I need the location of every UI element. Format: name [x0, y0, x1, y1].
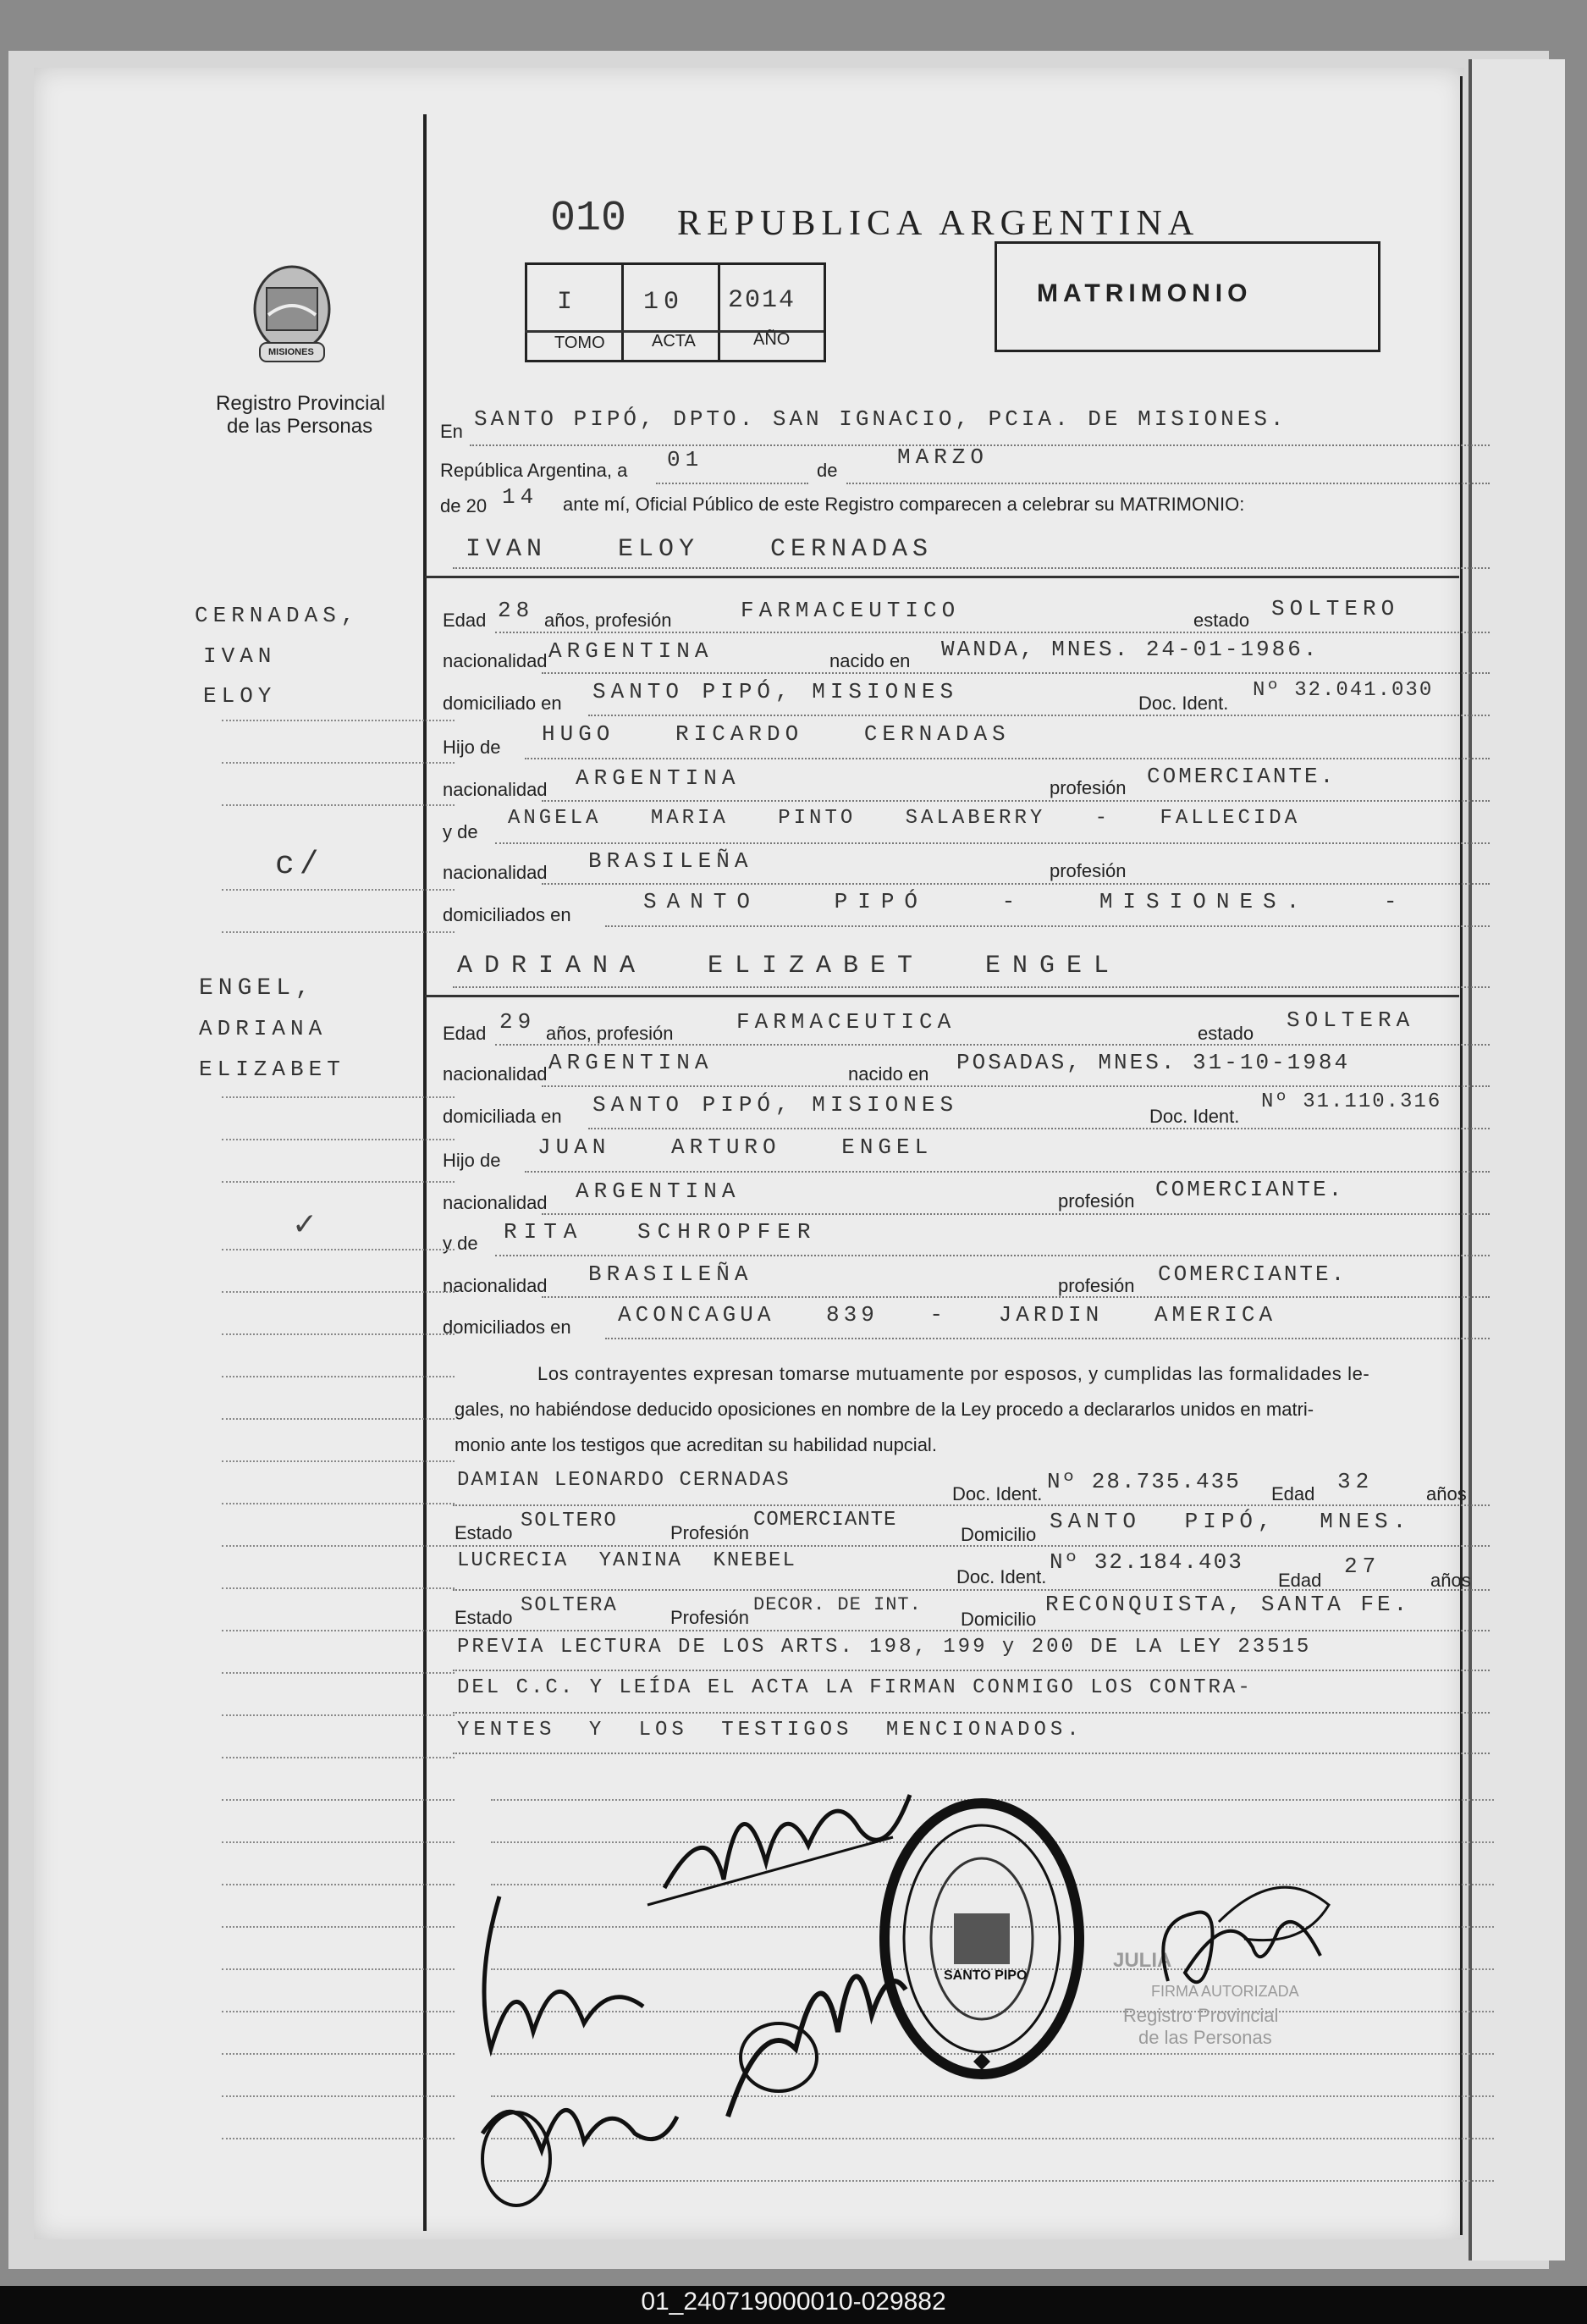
groom-doc-label: Doc. Ident.	[1138, 693, 1229, 714]
bride-hijo-label: Hijo de	[443, 1150, 501, 1171]
bride-margin-line1: ENGEL,	[199, 975, 315, 1002]
groom-nacionalidad-label: nacionalidad	[443, 650, 548, 671]
groom-status: SOLTERO	[1271, 596, 1400, 621]
note-line2: DEL C.C. Y LEÍDA EL ACTA LA FIRMAN CONMIGO LOS CONTRA-	[457, 1676, 1253, 1699]
anio-value: 2014	[728, 286, 796, 315]
ante-text: ante mí, Oficial Público de este Registro comparecen a celebrar su MATRIMONIO:	[563, 494, 1245, 515]
groom-father-nacionalidad-label: nacionalidad	[443, 779, 548, 800]
bride-nacionalidad-label: nacionalidad	[443, 1063, 548, 1085]
margin-con: c/	[275, 847, 324, 883]
witness2-age: 27	[1344, 1554, 1381, 1579]
registry-name-line1: Registro Provincial	[216, 392, 386, 415]
official-name: JULIA	[1113, 1949, 1172, 1972]
witness2-name: LUCRECIA YANINA KNEBEL	[457, 1549, 796, 1572]
witness1-profession: COMERCIANTE	[753, 1509, 897, 1532]
witness2-domicile: RECONQUISTA, SANTA FE.	[1045, 1592, 1411, 1617]
groom-birth: WANDA, MNES. 24-01-1986.	[941, 637, 1320, 662]
groom-father-profesion-label: profesión	[1050, 777, 1127, 798]
section-divider	[425, 576, 1459, 578]
bride-yde-label: y de	[443, 1233, 478, 1254]
bride-anos-profesion: años, profesión	[546, 1023, 674, 1044]
groom-full-name: IVAN ELOY CERNADAS	[466, 535, 934, 564]
witness2-doc-label: Doc. Ident.	[956, 1566, 1047, 1587]
groom-mother: ANGELA MARIA PINTO SALABERRY - FALLECIDA	[508, 807, 1301, 830]
witness2-domicilio-label: Domicilio	[961, 1609, 1037, 1630]
witness1-domicile: SANTO PIPÓ, MNES.	[1050, 1509, 1412, 1534]
registry-name-line2: de las Personas	[227, 415, 373, 438]
anio-label: AÑO	[753, 330, 791, 349]
groom-domiciliado-label: domiciliado en	[443, 693, 562, 714]
bride-status: SOLTERA	[1287, 1007, 1415, 1033]
groom-domicile: SANTO PIPÓ, MISIONES	[592, 679, 959, 704]
bride-doc-label: Doc. Ident.	[1149, 1106, 1240, 1127]
day: 01	[667, 447, 704, 472]
section-divider	[425, 995, 1459, 997]
bride-mother-nacionalidad-label: nacionalidad	[443, 1275, 548, 1296]
place: SANTO PIPÓ, DPTO. SAN IGNACIO, PCIA. DE MISIONES.	[474, 406, 1287, 432]
witness1-status: SOLTERO	[521, 1510, 618, 1532]
bride-father-profession: COMERCIANTE.	[1155, 1177, 1345, 1202]
bride-age: 29	[499, 1009, 537, 1035]
note-line1: PREVIA LECTURA DE LOS ARTS. 198, 199 y 200 DE LA LEY 23515	[457, 1636, 1312, 1659]
bride-nacido-label: nacido en	[848, 1063, 929, 1085]
bride-mother-profession: COMERCIANTE.	[1158, 1261, 1347, 1287]
bride-mother-nationality: BRASILEÑA	[588, 1261, 753, 1287]
witness2-edad-label: Edad	[1278, 1570, 1322, 1591]
official-seal	[876, 1795, 1088, 2083]
groom-doc: Nº 32.041.030	[1253, 679, 1434, 702]
witness1-anos: años	[1426, 1483, 1467, 1504]
official-org-line2: de las Personas	[1138, 2027, 1272, 2048]
bride-domiciliado-label: domiciliada en	[443, 1106, 562, 1127]
groom-father: HUGO RICARDO CERNADAS	[542, 721, 1011, 747]
official-role: FIRMA AUTORIZADA	[1151, 1983, 1299, 2000]
box-divider	[621, 262, 624, 360]
bride-margin-line3: ELIZABET	[199, 1057, 345, 1082]
groom-yde-label: y de	[443, 821, 478, 842]
groom-edad-label: Edad	[443, 610, 487, 631]
seal-label: MISIONES	[268, 347, 314, 357]
registrar-signature	[1134, 1871, 1354, 2015]
declaration-line2: gales, no habiéndose deducido oposiciones en nombre de la Ley procedo a declararlos unidos en matri-	[455, 1399, 1314, 1420]
margin-check: ✓	[292, 1206, 318, 1241]
groom-mother-nationality: BRASILEÑA	[588, 848, 753, 874]
witness2-profession: DECOR. DE INT.	[753, 1594, 922, 1615]
bride-full-name: ADRIANA ELIZABET ENGEL	[457, 952, 1121, 980]
bride-birth: POSADAS, MNES. 31-10-1984	[956, 1050, 1351, 1075]
tomo-label: TOMO	[554, 334, 605, 352]
groom-margin-line1: CERNADAS,	[195, 603, 360, 628]
witness2-profesion-label: Profesión	[670, 1607, 749, 1628]
image-caption: 01_240719000010-029882	[641, 2288, 946, 2316]
declaration-line3: monio ante los testigos que acreditan su habilidad nupcial.	[455, 1434, 937, 1455]
groom-nationality: ARGENTINA	[548, 638, 714, 664]
country-title: REPUBLICA ARGENTINA	[677, 204, 1200, 243]
de20-label: de 20	[440, 495, 488, 516]
bride-mother: RITA SCHROPFER	[504, 1219, 818, 1245]
bride-doc: Nº 31.110.316	[1261, 1090, 1442, 1113]
bride-domicile: SANTO PIPÓ, MISIONES	[592, 1092, 959, 1118]
witness1-edad-label: Edad	[1271, 1483, 1315, 1504]
groom-profession: FARMACEUTICO	[741, 598, 961, 623]
bride-father-nationality: ARGENTINA	[576, 1179, 741, 1204]
year-suffix: 14	[502, 484, 539, 510]
bride-estado-label: estado	[1198, 1023, 1254, 1044]
bride-father-nacionalidad-label: nacionalidad	[443, 1192, 548, 1213]
republica-label: República Argentina, a	[440, 460, 628, 481]
book-edge	[1469, 59, 1565, 2261]
de-label: de	[817, 460, 838, 481]
groom-margin-line3: ELOY	[203, 683, 277, 709]
bride-profession: FARMACEUTICA	[736, 1009, 956, 1035]
witness1-domicilio-label: Domicilio	[961, 1524, 1037, 1545]
official-org-line1: Registro Provincial	[1123, 2005, 1279, 2026]
acta-number: 010	[550, 195, 627, 243]
tomo-value: I	[557, 288, 578, 317]
box-divider	[718, 262, 720, 360]
document-page	[34, 68, 1471, 2239]
witness2-status: SOLTERA	[521, 1594, 618, 1617]
acta-value: 10	[643, 288, 685, 317]
bride-nationality: ARGENTINA	[548, 1050, 714, 1075]
bride-edad-label: Edad	[443, 1023, 487, 1044]
witness2-anos: años	[1430, 1570, 1471, 1591]
signature-left	[466, 1880, 686, 2218]
groom-mother-nacionalidad-label: nacionalidad	[443, 862, 548, 883]
witness2-doc: Nº 32.184.403	[1050, 1549, 1243, 1575]
bride-margin-line2: ADRIANA	[199, 1016, 328, 1041]
groom-mother-profesion-label: profesión	[1050, 860, 1127, 881]
document-type: MATRIMONIO	[1037, 279, 1253, 307]
acta-label: ACTA	[652, 332, 696, 351]
groom-domiciliados-label: domiciliados en	[443, 904, 571, 925]
groom-father-nationality: ARGENTINA	[576, 765, 741, 791]
bride-father: JUAN ARTURO ENGEL	[537, 1134, 934, 1160]
groom-father-profession: COMERCIANTE.	[1147, 764, 1336, 789]
seal-place: SANTO PIPO	[944, 1968, 1028, 1983]
bride-father-profesion-label: profesión	[1058, 1190, 1135, 1212]
witness1-name: DAMIAN LEONARDO CERNADAS	[457, 1469, 791, 1492]
right-border	[1460, 76, 1463, 2235]
bride-mother-profesion-label: profesión	[1058, 1275, 1135, 1296]
groom-estado-label: estado	[1193, 610, 1250, 631]
bride-parents-domicile: ACONCAGUA 839 - JARDIN AMERICA	[618, 1302, 1277, 1328]
month: MARZO	[897, 444, 989, 470]
groom-hijo-label: Hijo de	[443, 737, 501, 758]
margin-divider	[423, 114, 427, 2231]
witness1-doc: Nº 28.735.435	[1047, 1469, 1241, 1494]
witness1-estado-label: Estado	[455, 1522, 513, 1543]
witness2-estado-label: Estado	[455, 1607, 513, 1628]
province-seal	[250, 262, 334, 373]
witness1-age: 32	[1337, 1469, 1375, 1494]
groom-age: 28	[498, 598, 535, 623]
groom-nacido-label: nacido en	[829, 650, 911, 671]
en-label: En	[440, 421, 463, 442]
groom-anos-profesion: años, profesión	[544, 610, 672, 631]
declaration-line1: Los contrayentes expresan tomarse mutuamente por esposos, y cumplidas las formalidades le-	[537, 1363, 1370, 1384]
note-line3: YENTES Y LOS TESTIGOS MENCIONADOS.	[457, 1719, 1083, 1742]
groom-margin-line2: IVAN	[203, 643, 277, 669]
groom-parents-domicile: SANTO PIPÓ - MISIONES. -	[643, 889, 1408, 914]
witness1-doc-label: Doc. Ident.	[952, 1483, 1043, 1504]
bride-domiciliados-label: domiciliados en	[443, 1317, 571, 1338]
witness1-profesion-label: Profesión	[670, 1522, 749, 1543]
